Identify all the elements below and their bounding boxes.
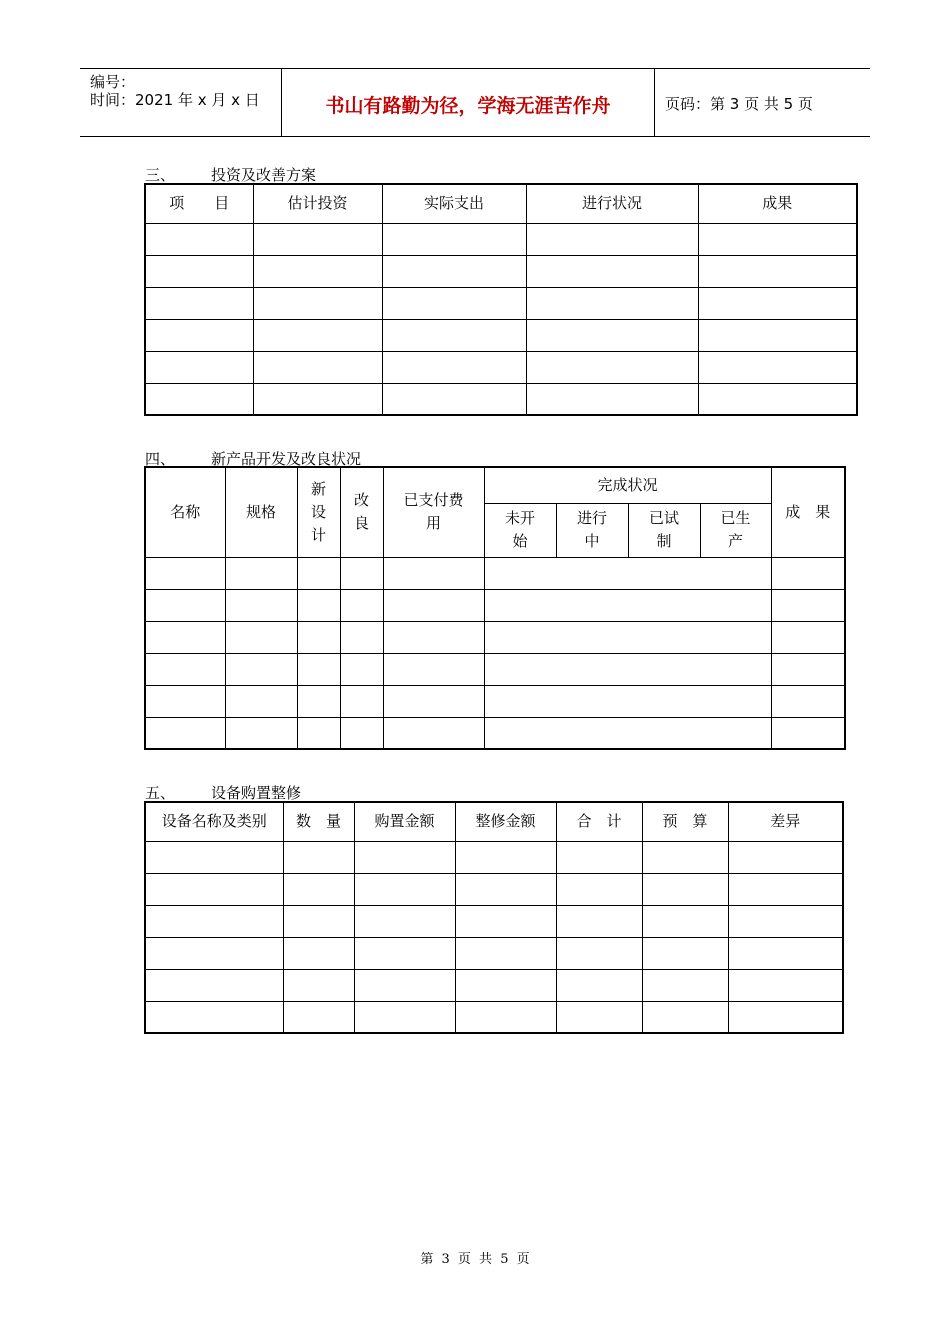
table-cell[interactable] (145, 621, 225, 653)
table-cell[interactable] (145, 557, 225, 589)
table-row (145, 841, 843, 873)
table-cell[interactable] (340, 653, 383, 685)
table-cell[interactable] (383, 717, 484, 749)
col-header: 合 计 (556, 802, 642, 841)
table-cell[interactable] (556, 841, 642, 873)
table-cell[interactable] (145, 937, 283, 969)
table-row (145, 351, 857, 383)
table-cell[interactable] (698, 255, 857, 287)
table-cell[interactable] (382, 319, 526, 351)
table-cell[interactable] (354, 873, 455, 905)
table-row (145, 287, 857, 319)
table-cell[interactable] (382, 287, 526, 319)
table-cell[interactable] (728, 905, 843, 937)
table-cell[interactable] (297, 685, 340, 717)
table-cell[interactable] (455, 969, 556, 1001)
table-cell[interactable] (455, 937, 556, 969)
col-header-paid-cost: 已支付费用 (383, 467, 484, 557)
table-cell[interactable] (556, 905, 642, 937)
col-header: 整修金额 (455, 802, 556, 841)
table-cell[interactable] (771, 589, 845, 621)
table-cell[interactable] (642, 841, 728, 873)
time-label: 时间：2021 年 x 月 x 日 (90, 91, 260, 109)
table-cell[interactable] (297, 589, 340, 621)
table-cell[interactable] (145, 873, 283, 905)
table-cell[interactable] (225, 685, 297, 717)
page-header (80, 68, 870, 137)
table-cell[interactable] (383, 685, 484, 717)
table-row (145, 621, 845, 653)
section5-number: 五、 (145, 784, 176, 802)
table-row (145, 319, 857, 351)
table-cell[interactable] (354, 1001, 455, 1033)
table-cell[interactable] (145, 841, 283, 873)
table-row (145, 223, 857, 255)
table-cell[interactable] (556, 873, 642, 905)
table-cell[interactable] (698, 223, 857, 255)
table-cell[interactable] (145, 653, 225, 685)
table-cell[interactable] (253, 383, 382, 415)
table-cell[interactable] (455, 841, 556, 873)
col-header: 成果 (698, 184, 857, 223)
number-label: 编号： (90, 73, 136, 91)
table-cell[interactable] (253, 351, 382, 383)
table-cell[interactable] (484, 557, 771, 589)
table-cell[interactable] (283, 905, 354, 937)
table-cell[interactable] (340, 621, 383, 653)
table-cell[interactable] (455, 905, 556, 937)
table-cell[interactable] (698, 383, 857, 415)
table-cell[interactable] (556, 937, 642, 969)
table-cell[interactable] (145, 589, 225, 621)
table-cell[interactable] (253, 287, 382, 319)
table-cell[interactable] (556, 969, 642, 1001)
table-cell[interactable] (145, 287, 253, 319)
table-cell[interactable] (145, 685, 225, 717)
col-header-result: 成 果 (771, 467, 845, 557)
col-header: 设备名称及类别 (145, 802, 283, 841)
col-header: 进行状况 (526, 184, 698, 223)
table-cell[interactable] (484, 717, 771, 749)
table-cell[interactable] (297, 717, 340, 749)
table-cell[interactable] (145, 1001, 283, 1033)
table-cell[interactable] (340, 685, 383, 717)
table-cell[interactable] (771, 685, 845, 717)
table-cell[interactable] (728, 937, 843, 969)
table-cell[interactable] (484, 589, 771, 621)
table-cell[interactable] (354, 841, 455, 873)
table-row (145, 255, 857, 287)
table-cell[interactable] (383, 557, 484, 589)
table-cell[interactable] (283, 873, 354, 905)
col-header-produced: 已生产 (700, 503, 771, 557)
page-info: 页码：第 3 页 共 5 页 (665, 95, 813, 113)
table-cell[interactable] (455, 873, 556, 905)
table-cell[interactable] (354, 937, 455, 969)
table-cell[interactable] (145, 905, 283, 937)
section4-number: 四、 (145, 450, 176, 468)
table-cell[interactable] (283, 1001, 354, 1033)
table-cell[interactable] (728, 873, 843, 905)
table-cell[interactable] (382, 223, 526, 255)
table-cell[interactable] (383, 653, 484, 685)
table-cell[interactable] (340, 557, 383, 589)
section5-title-text: 设备购置整修 (211, 784, 302, 802)
table-header-row (145, 467, 845, 503)
col-header-spec: 规格 (225, 467, 297, 557)
table-cell[interactable] (340, 717, 383, 749)
table-cell[interactable] (455, 1001, 556, 1033)
table-cell[interactable] (297, 621, 340, 653)
table-cell[interactable] (526, 319, 698, 351)
table-cell[interactable] (145, 717, 225, 749)
col-header: 实际支出 (382, 184, 526, 223)
table-cell[interactable] (484, 653, 771, 685)
table-row (145, 557, 845, 589)
table-cell[interactable] (556, 1001, 642, 1033)
col-header: 数 量 (283, 802, 354, 841)
table-cell[interactable] (382, 383, 526, 415)
table-cell[interactable] (382, 255, 526, 287)
col-header: 估计投资 (253, 184, 382, 223)
table-cell[interactable] (642, 937, 728, 969)
table-row (145, 589, 845, 621)
table-row (145, 383, 857, 415)
table-cell[interactable] (253, 255, 382, 287)
col-header-in-progress: 进行中 (556, 503, 628, 557)
table-header-row (145, 184, 857, 223)
table-cell[interactable] (642, 969, 728, 1001)
col-header: 购置金额 (354, 802, 455, 841)
table-cell[interactable] (225, 717, 297, 749)
table-cell[interactable] (771, 621, 845, 653)
section5-title (145, 782, 301, 803)
table-cell[interactable] (340, 589, 383, 621)
page-footer: 第 3 页 共 5 页 (420, 1252, 530, 1267)
investment-table (144, 183, 858, 416)
section3-number: 三、 (145, 166, 176, 184)
table-row (145, 1001, 843, 1033)
table-cell[interactable] (526, 255, 698, 287)
table-cell[interactable] (283, 969, 354, 1001)
table-cell[interactable] (771, 717, 845, 749)
motto: 书山有路勤为径，学海无涯苦作舟 (325, 95, 611, 117)
table-cell[interactable] (642, 1001, 728, 1033)
table-cell[interactable] (771, 653, 845, 685)
table-cell[interactable] (297, 557, 340, 589)
table-cell[interactable] (728, 1001, 843, 1033)
section3-title (145, 164, 316, 185)
table-cell[interactable] (526, 287, 698, 319)
table-cell[interactable] (225, 589, 297, 621)
table-cell[interactable] (771, 557, 845, 589)
table-cell[interactable] (225, 621, 297, 653)
table-cell[interactable] (698, 351, 857, 383)
section3-title-text: 投资及改善方案 (211, 166, 317, 184)
table-cell[interactable] (526, 223, 698, 255)
table-cell[interactable] (484, 621, 771, 653)
equipment-table (144, 801, 844, 1034)
table-cell[interactable] (145, 351, 253, 383)
table-cell[interactable] (382, 351, 526, 383)
section4-title-text: 新产品开发及改良状况 (211, 450, 362, 468)
table-cell[interactable] (698, 319, 857, 351)
col-header-improve: 改良 (340, 467, 383, 557)
table-row (145, 937, 843, 969)
table-cell[interactable] (484, 685, 771, 717)
table-cell[interactable] (383, 621, 484, 653)
table-cell[interactable] (642, 905, 728, 937)
table-cell[interactable] (354, 969, 455, 1001)
header-motto-cell (281, 69, 655, 136)
col-header-completion: 完成状况 (484, 467, 771, 503)
table-cell[interactable] (283, 937, 354, 969)
table-row (145, 653, 845, 685)
table-row (145, 717, 845, 749)
table-cell[interactable] (383, 589, 484, 621)
table-cell[interactable] (145, 969, 283, 1001)
table-row (145, 969, 843, 1001)
col-header: 项 目 (145, 184, 253, 223)
col-header: 预 算 (642, 802, 728, 841)
table-cell[interactable] (283, 841, 354, 873)
table-cell[interactable] (698, 287, 857, 319)
table-cell[interactable] (225, 557, 297, 589)
table-cell[interactable] (526, 383, 698, 415)
table-row (145, 873, 843, 905)
table-cell[interactable] (145, 255, 253, 287)
table-cell[interactable] (145, 223, 253, 255)
table-cell[interactable] (642, 873, 728, 905)
table-cell[interactable] (253, 319, 382, 351)
table-cell[interactable] (354, 905, 455, 937)
table-cell[interactable] (297, 653, 340, 685)
col-header-new-design: 新设计 (297, 467, 340, 557)
table-cell[interactable] (145, 383, 253, 415)
table-row (145, 685, 845, 717)
new-product-table (144, 466, 846, 750)
table-row (145, 905, 843, 937)
header-right-cell (655, 69, 870, 136)
col-header-trial: 已试制 (628, 503, 700, 557)
table-cell[interactable] (526, 351, 698, 383)
col-header-not-started: 未开始 (484, 503, 556, 557)
header-left-cell (80, 69, 281, 136)
table-cell[interactable] (728, 969, 843, 1001)
col-header: 差异 (728, 802, 843, 841)
table-cell[interactable] (728, 841, 843, 873)
table-cell[interactable] (145, 319, 253, 351)
table-header-row (145, 802, 843, 841)
table-cell[interactable] (253, 223, 382, 255)
col-header-name: 名称 (145, 467, 225, 557)
table-cell[interactable] (225, 653, 297, 685)
